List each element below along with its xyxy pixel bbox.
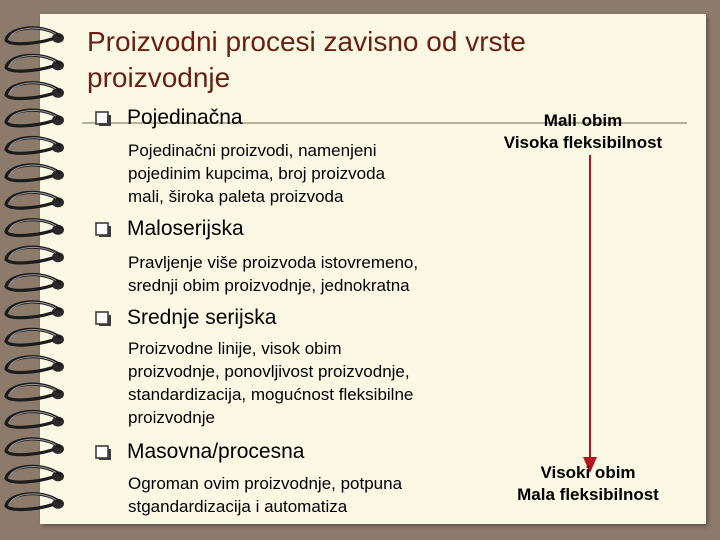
scale-bottom-label bbox=[488, 462, 688, 506]
spiral-binding bbox=[0, 0, 80, 540]
description-line: standardizacija, mogućnost fleksibilne bbox=[128, 385, 414, 404]
description-line: Proizvodne linije, visok obim bbox=[128, 339, 342, 358]
spiral-ring-icon bbox=[6, 55, 64, 71]
slide-title bbox=[87, 24, 687, 96]
spiral-ring-icon bbox=[6, 439, 64, 455]
description-line: proizvodnje bbox=[128, 408, 215, 427]
spiral-ring-icon bbox=[6, 494, 64, 510]
scale-bottom-line-2: Mala fleksibilnost bbox=[517, 485, 659, 504]
bullet-maloserijska bbox=[95, 217, 244, 241]
arrow-down-icon bbox=[580, 155, 600, 475]
checkbox-square-icon bbox=[95, 221, 111, 237]
bullet-description bbox=[128, 251, 418, 297]
scale-bottom-line-1: Visoki obim bbox=[540, 463, 636, 482]
spiral-ring-icon bbox=[6, 329, 64, 345]
bullet-pojedinacna bbox=[95, 106, 243, 130]
spiral-ring-icon bbox=[6, 412, 64, 428]
spiral-ring-icon bbox=[6, 247, 64, 263]
spiral-ring-icon bbox=[6, 220, 64, 236]
spiral-ring-icon bbox=[6, 138, 64, 154]
description-line: proizvodnje, ponovljivost proizvodnje, bbox=[128, 362, 410, 381]
spiral-ring-icon bbox=[6, 28, 64, 44]
spiral-ring-icon bbox=[6, 192, 64, 208]
bullet-description bbox=[128, 139, 385, 208]
bullet-label: Pojedinačna bbox=[127, 106, 243, 129]
bullet-srednje-serijska bbox=[95, 306, 276, 330]
spiral-ring-icon bbox=[6, 110, 64, 126]
checkbox-square-icon bbox=[95, 110, 111, 126]
bullet-label: Maloserijska bbox=[127, 217, 244, 240]
scale-top-line-1: Mali obim bbox=[543, 111, 623, 130]
spiral-ring-icon bbox=[6, 357, 64, 373]
bullet-description bbox=[128, 337, 413, 429]
description-line: Pojedinačni proizvodi, namenjeni bbox=[128, 141, 377, 160]
scale-top-label bbox=[478, 110, 688, 154]
title-line-1: Proizvodni procesi zavisno od vrste bbox=[87, 26, 526, 57]
bullet-masovna-procesna bbox=[95, 440, 304, 464]
spiral-ring-icon bbox=[6, 302, 64, 318]
scale-top-line-2: Visoka fleksibilnost bbox=[503, 133, 663, 152]
spiral-ring-icon bbox=[6, 466, 64, 482]
spiral-ring-icon bbox=[6, 83, 64, 99]
spiral-ring-icon bbox=[6, 165, 64, 181]
checkbox-square-icon bbox=[95, 310, 111, 326]
description-line: stgandardizacija i automatiza bbox=[128, 497, 348, 516]
spiral-ring-icon bbox=[6, 384, 64, 400]
title-line-2: proizvodnje bbox=[87, 62, 231, 93]
description-line: Pravljenje više proizvoda istovremeno, bbox=[128, 253, 419, 272]
description-line: pojedinim kupcima, broj proizvoda bbox=[128, 164, 386, 183]
description-line: srednji obim proizvodnje, jednokratna bbox=[128, 276, 410, 295]
bullet-description bbox=[128, 472, 402, 518]
description-line: mali, široka paleta proizvoda bbox=[128, 187, 344, 206]
spiral-ring-icon bbox=[6, 275, 64, 291]
checkbox-square-icon bbox=[95, 444, 111, 460]
bullet-label: Srednje serijska bbox=[127, 306, 277, 329]
description-line: Ogroman ovim proizvodnje, potpuna bbox=[128, 474, 403, 493]
bullet-label: Masovna/procesna bbox=[127, 440, 305, 463]
